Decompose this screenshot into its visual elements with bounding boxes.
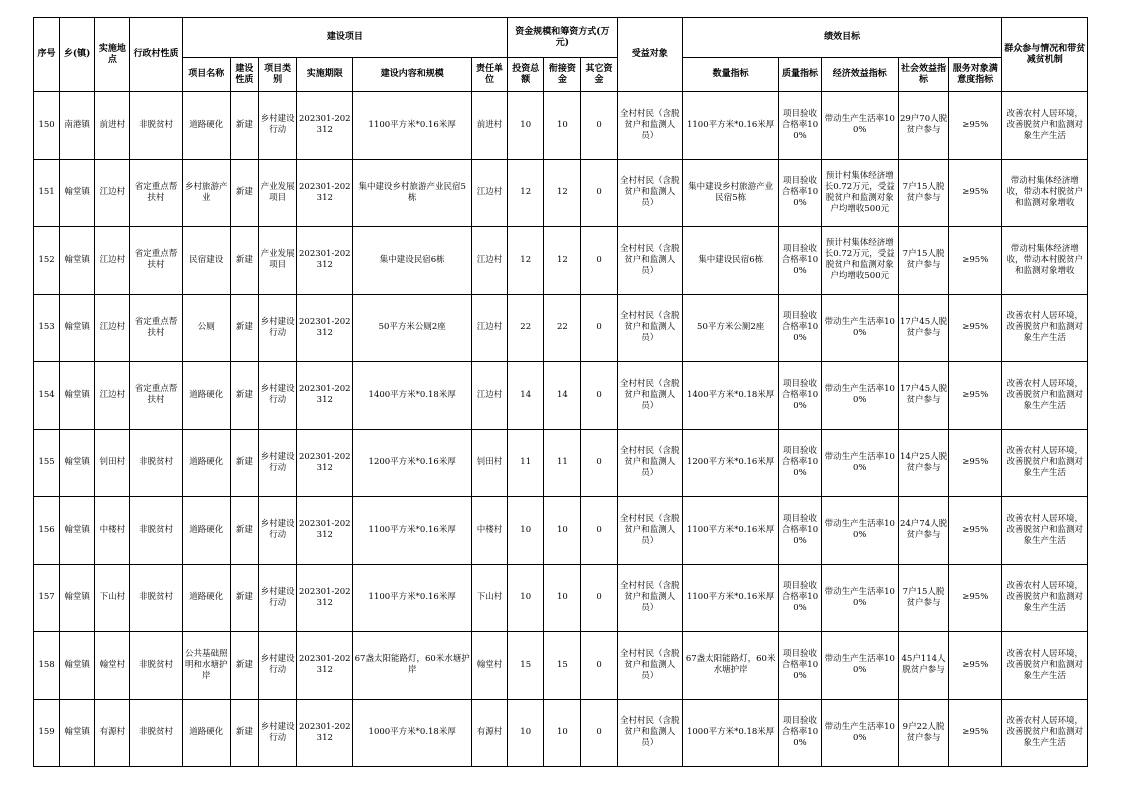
cell-linked: 10 [544, 564, 581, 632]
cell-name: 道路硬化 [182, 699, 230, 767]
cell-town: 翰堂镇 [60, 294, 95, 362]
header-village-nature: 行政村性质 [130, 18, 182, 92]
cell-type: 乡村建设行动 [259, 429, 297, 497]
cell-total: 15 [508, 632, 544, 700]
cell-name: 民宿建设 [182, 227, 230, 295]
cell-beneficiary: 全村村民（含脱贫户和监测人员） [617, 497, 682, 565]
table-row [34, 92, 1088, 160]
cell-economic: 带动生产生活率100% [821, 362, 898, 430]
cell-period: 202301-202312 [297, 632, 353, 700]
cell-social: 17户45人脱贫户参与 [898, 362, 948, 430]
header-project-name: 项目名称 [182, 58, 230, 92]
cell-social: 7户15人脱贫户参与 [898, 227, 948, 295]
cell-economic: 带动生产生活率100% [821, 699, 898, 767]
cell-loc: 江边村 [95, 159, 130, 227]
cell-participation: 改善农村人居环境，改善脱贫户和监测对象生产生活 [1002, 497, 1088, 565]
cell-social: 29户70人脱贫户参与 [898, 92, 948, 160]
cell-beneficiary: 全村村民（含脱贫户和监测人员） [617, 632, 682, 700]
header-economic-index: 经济效益指标 [821, 58, 898, 92]
cell-name: 道路硬化 [182, 362, 230, 430]
cell-participation: 带动村集体经济增收，带动本村脱贫户和监测对象增收 [1002, 159, 1088, 227]
cell-nature: 非脱贫村 [130, 699, 182, 767]
cell-participation: 带动村集体经济增收，带动本村脱贫户和监测对象增收 [1002, 227, 1088, 295]
cell-beneficiary: 全村村民（含脱贫户和监测人员） [617, 362, 682, 430]
cell-quality: 项目验收合格率100% [779, 632, 821, 700]
cell-type: 乡村建设行动 [259, 564, 297, 632]
cell-loc: 中楼村 [95, 497, 130, 565]
table-row [34, 699, 1088, 767]
cell-total: 10 [508, 92, 544, 160]
cell-quality: 项目验收合格率100% [779, 429, 821, 497]
cell-nature: 省定重点帮扶村 [130, 227, 182, 295]
cell-town: 翰堂镇 [60, 632, 95, 700]
cell-build: 新建 [230, 699, 258, 767]
cell-build: 新建 [230, 362, 258, 430]
cell-other: 0 [581, 92, 617, 160]
cell-beneficiary: 全村村民（含脱贫户和监测人员） [617, 227, 682, 295]
cell-name: 道路硬化 [182, 497, 230, 565]
cell-seq: 152 [34, 227, 60, 295]
cell-build: 新建 [230, 429, 258, 497]
header-satisfaction-index: 服务对象满意度指标 [949, 58, 1002, 92]
cell-loc: 翰堂村 [95, 632, 130, 700]
cell-seq: 155 [34, 429, 60, 497]
cell-satisfaction: ≥95% [949, 227, 1002, 295]
cell-nature: 省定重点帮扶村 [130, 159, 182, 227]
cell-period: 202301-202312 [297, 362, 353, 430]
cell-content: 50平方米公厕2座 [353, 294, 472, 362]
cell-unit: 下山村 [471, 564, 507, 632]
cell-quality: 项目验收合格率100% [779, 564, 821, 632]
cell-social: 45户114人脱贫户参与 [898, 632, 948, 700]
cell-participation: 改善农村人居环境，改善脱贫户和监测对象生产生活 [1002, 294, 1088, 362]
cell-nature: 省定重点帮扶村 [130, 294, 182, 362]
cell-total: 11 [508, 429, 544, 497]
cell-participation: 改善农村人居环境，改善脱贫户和监测对象生产生活 [1002, 92, 1088, 160]
cell-seq: 159 [34, 699, 60, 767]
cell-build: 新建 [230, 564, 258, 632]
cell-name: 公厕 [182, 294, 230, 362]
cell-nature: 非脱贫村 [130, 92, 182, 160]
project-table [33, 17, 1088, 767]
cell-loc: 钊田村 [95, 429, 130, 497]
cell-participation: 改善农村人居环境，改善脱贫户和监测对象生产生活 [1002, 632, 1088, 700]
cell-linked: 14 [544, 362, 581, 430]
cell-town: 南港镇 [60, 92, 95, 160]
cell-linked: 10 [544, 699, 581, 767]
cell-quantity: 1100平方米*0.16米厚 [682, 497, 778, 565]
cell-total: 14 [508, 362, 544, 430]
table-row [34, 497, 1088, 565]
header-social-index: 社会效益指标 [898, 58, 948, 92]
cell-type: 乡村建设行动 [259, 497, 297, 565]
cell-unit: 中楼村 [471, 497, 507, 565]
cell-period: 202301-202312 [297, 294, 353, 362]
cell-town: 翰堂镇 [60, 159, 95, 227]
cell-build: 新建 [230, 227, 258, 295]
header-township: 乡(镇) [60, 18, 95, 92]
cell-name: 道路硬化 [182, 92, 230, 160]
cell-unit: 前进村 [471, 92, 507, 160]
cell-quality: 项目验收合格率100% [779, 159, 821, 227]
header-performance: 绩效目标 [682, 18, 1002, 58]
table-row [34, 294, 1088, 362]
cell-beneficiary: 全村村民（含脱贫户和监测人员） [617, 699, 682, 767]
cell-quality: 项目验收合格率100% [779, 362, 821, 430]
cell-type: 乡村建设行动 [259, 294, 297, 362]
cell-build: 新建 [230, 497, 258, 565]
cell-linked: 10 [544, 497, 581, 565]
cell-nature: 省定重点帮扶村 [130, 362, 182, 430]
cell-social: 17户45人脱贫户参与 [898, 294, 948, 362]
cell-participation: 改善农村人居环境，改善脱贫户和监测对象生产生活 [1002, 362, 1088, 430]
cell-linked: 10 [544, 92, 581, 160]
cell-unit: 江边村 [471, 159, 507, 227]
cell-content: 集中建设乡村旅游产业民宿5栋 [353, 159, 472, 227]
cell-build: 新建 [230, 632, 258, 700]
header-project-type: 项目类别 [259, 58, 297, 92]
cell-seq: 153 [34, 294, 60, 362]
cell-participation: 改善农村人居环境，改善脱贫户和监测对象生产生活 [1002, 699, 1088, 767]
cell-name: 公共基础照明和水塘护岸 [182, 632, 230, 700]
cell-town: 翰堂镇 [60, 497, 95, 565]
cell-other: 0 [581, 227, 617, 295]
cell-social: 14户25人脱贫户参与 [898, 429, 948, 497]
cell-quantity: 1100平方米*0.16米厚 [682, 564, 778, 632]
header-participation: 群众参与情况和带贫减贫机制 [1002, 18, 1088, 92]
cell-economic: 带动生产生活率100% [821, 564, 898, 632]
cell-content: 1100平方米*0.16米厚 [353, 92, 472, 160]
cell-build: 新建 [230, 92, 258, 160]
cell-quantity: 集中建设民宿6栋 [682, 227, 778, 295]
cell-total: 12 [508, 159, 544, 227]
cell-satisfaction: ≥95% [949, 159, 1002, 227]
cell-type: 乡村建设行动 [259, 92, 297, 160]
header-quality-index: 质量指标 [779, 58, 821, 92]
cell-town: 翰堂镇 [60, 429, 95, 497]
cell-loc: 下山村 [95, 564, 130, 632]
cell-satisfaction: ≥95% [949, 699, 1002, 767]
cell-satisfaction: ≥95% [949, 294, 1002, 362]
cell-period: 202301-202312 [297, 227, 353, 295]
cell-unit: 翰堂村 [471, 632, 507, 700]
cell-loc: 江边村 [95, 294, 130, 362]
cell-unit: 有源村 [471, 699, 507, 767]
cell-quantity: 50平方米公厕2座 [682, 294, 778, 362]
cell-content: 1000平方米*0.18米厚 [353, 699, 472, 767]
cell-content: 67盏太阳能路灯，60米水塘护岸 [353, 632, 472, 700]
header-period: 实施期限 [297, 58, 353, 92]
cell-satisfaction: ≥95% [949, 564, 1002, 632]
cell-quality: 项目验收合格率100% [779, 92, 821, 160]
cell-total: 12 [508, 227, 544, 295]
cell-quantity: 1400平方米*0.18米厚 [682, 362, 778, 430]
table-row [34, 362, 1088, 430]
cell-quality: 项目验收合格率100% [779, 227, 821, 295]
cell-quantity: 1200平方米*0.16米厚 [682, 429, 778, 497]
cell-satisfaction: ≥95% [949, 429, 1002, 497]
cell-economic: 预计村集体经济增长0.72万元，受益脱贫户和监测对象户均增收500元 [821, 227, 898, 295]
cell-participation: 改善农村人居环境，改善脱贫户和监测对象生产生活 [1002, 429, 1088, 497]
cell-town: 翰堂镇 [60, 564, 95, 632]
cell-seq: 157 [34, 564, 60, 632]
cell-quality: 项目验收合格率100% [779, 294, 821, 362]
cell-economic: 带动生产生活率100% [821, 294, 898, 362]
cell-economic: 带动生产生活率100% [821, 497, 898, 565]
cell-period: 202301-202312 [297, 699, 353, 767]
cell-nature: 非脱贫村 [130, 497, 182, 565]
cell-name: 道路硬化 [182, 429, 230, 497]
cell-satisfaction: ≥95% [949, 362, 1002, 430]
cell-content: 集中建设民宿6栋 [353, 227, 472, 295]
header-quantity-index: 数量指标 [682, 58, 778, 92]
cell-build: 新建 [230, 294, 258, 362]
cell-beneficiary: 全村村民（含脱贫户和监测人员） [617, 294, 682, 362]
cell-nature: 非脱贫村 [130, 632, 182, 700]
cell-beneficiary: 全村村民（含脱贫户和监测人员） [617, 92, 682, 160]
cell-name: 道路硬化 [182, 564, 230, 632]
cell-economic: 带动生产生活率100% [821, 632, 898, 700]
cell-unit: 江边村 [471, 362, 507, 430]
table-row [34, 632, 1088, 700]
cell-other: 0 [581, 497, 617, 565]
table-row [34, 564, 1088, 632]
cell-content: 1100平方米*0.16米厚 [353, 497, 472, 565]
cell-loc: 前进村 [95, 92, 130, 160]
header-content-scale: 建设内容和规模 [353, 58, 472, 92]
cell-social: 24户74人脱贫户参与 [898, 497, 948, 565]
header-other-fund: 其它资金 [581, 58, 617, 92]
cell-period: 202301-202312 [297, 159, 353, 227]
cell-unit: 江边村 [471, 227, 507, 295]
cell-quantity: 集中建设乡村旅游产业民宿5栋 [682, 159, 778, 227]
cell-period: 202301-202312 [297, 564, 353, 632]
cell-satisfaction: ≥95% [949, 497, 1002, 565]
cell-beneficiary: 全村村民（含脱贫户和监测人员） [617, 564, 682, 632]
cell-social: 9户22人脱贫户参与 [898, 699, 948, 767]
cell-other: 0 [581, 362, 617, 430]
cell-loc: 江边村 [95, 227, 130, 295]
cell-social: 7户15人脱贫户参与 [898, 564, 948, 632]
cell-name: 乡村旅游产业 [182, 159, 230, 227]
cell-other: 0 [581, 564, 617, 632]
cell-quality: 项目验收合格率100% [779, 497, 821, 565]
cell-beneficiary: 全村村民（含脱贫户和监测人员） [617, 429, 682, 497]
cell-other: 0 [581, 632, 617, 700]
cell-total: 10 [508, 699, 544, 767]
cell-build: 新建 [230, 159, 258, 227]
cell-town: 翰堂镇 [60, 227, 95, 295]
cell-social: 7户15人脱贫户参与 [898, 159, 948, 227]
cell-content: 1400平方米*0.18米厚 [353, 362, 472, 430]
cell-type: 乡村建设行动 [259, 699, 297, 767]
cell-total: 10 [508, 497, 544, 565]
cell-type: 乡村建设行动 [259, 362, 297, 430]
cell-satisfaction: ≥95% [949, 92, 1002, 160]
cell-other: 0 [581, 429, 617, 497]
cell-economic: 预计村集体经济增长0.72万元，受益脱贫户和监测对象户均增收500元 [821, 159, 898, 227]
cell-loc: 有源村 [95, 699, 130, 767]
cell-period: 202301-202312 [297, 429, 353, 497]
table-row [34, 159, 1088, 227]
header-fund-scale: 资金规模和筹资方式(万元) [508, 18, 617, 58]
cell-seq: 151 [34, 159, 60, 227]
cell-other: 0 [581, 159, 617, 227]
cell-quantity: 1000平方米*0.18米厚 [682, 699, 778, 767]
cell-economic: 带动生产生活率100% [821, 92, 898, 160]
cell-linked: 22 [544, 294, 581, 362]
cell-seq: 158 [34, 632, 60, 700]
table-row [34, 227, 1088, 295]
cell-other: 0 [581, 699, 617, 767]
cell-linked: 12 [544, 227, 581, 295]
cell-period: 202301-202312 [297, 497, 353, 565]
header-location: 实施地点 [95, 18, 130, 92]
header-construction-project: 建设项目 [182, 18, 507, 58]
cell-nature: 非脱贫村 [130, 429, 182, 497]
cell-satisfaction: ≥95% [949, 632, 1002, 700]
cell-seq: 154 [34, 362, 60, 430]
cell-participation: 改善农村人居环境，改善脱贫户和监测对象生产生活 [1002, 564, 1088, 632]
cell-content: 1100平方米*0.16米厚 [353, 564, 472, 632]
cell-type: 产业发展项目 [259, 159, 297, 227]
cell-linked: 11 [544, 429, 581, 497]
cell-quantity: 1100平方米*0.16米厚 [682, 92, 778, 160]
cell-town: 翰堂镇 [60, 362, 95, 430]
cell-total: 22 [508, 294, 544, 362]
cell-economic: 带动生产生活率100% [821, 429, 898, 497]
cell-quality: 项目验收合格率100% [779, 699, 821, 767]
cell-linked: 12 [544, 159, 581, 227]
header-beneficiary: 受益对象 [617, 18, 682, 92]
cell-seq: 150 [34, 92, 60, 160]
cell-loc: 江边村 [95, 362, 130, 430]
table-row [34, 429, 1088, 497]
cell-type: 产业发展项目 [259, 227, 297, 295]
cell-beneficiary: 全村村民（含脱贫户和监测人员） [617, 159, 682, 227]
header-total-invest: 投资总额 [508, 58, 544, 92]
cell-seq: 156 [34, 497, 60, 565]
header-linked-fund: 衔接资金 [544, 58, 581, 92]
cell-town: 翰堂镇 [60, 699, 95, 767]
cell-quantity: 67盏太阳能路灯，60米水塘护岸 [682, 632, 778, 700]
header-responsible: 责任单位 [471, 58, 507, 92]
cell-unit: 江边村 [471, 294, 507, 362]
cell-other: 0 [581, 294, 617, 362]
cell-period: 202301-202312 [297, 92, 353, 160]
cell-type: 乡村建设行动 [259, 632, 297, 700]
header-build-nature: 建设性质 [230, 58, 258, 92]
cell-total: 10 [508, 564, 544, 632]
cell-nature: 非脱贫村 [130, 564, 182, 632]
cell-content: 1200平方米*0.16米厚 [353, 429, 472, 497]
cell-linked: 15 [544, 632, 581, 700]
cell-unit: 钊田村 [471, 429, 507, 497]
header-seq: 序号 [34, 18, 60, 92]
